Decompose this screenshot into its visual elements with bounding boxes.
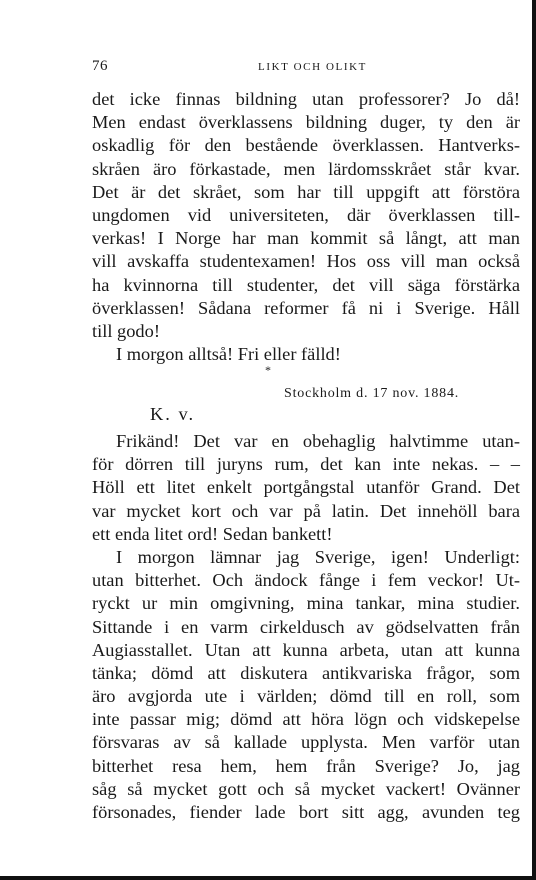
text-line: Augiasstallet. Utan att kunna arbeta, utan att kunna bbox=[92, 639, 520, 660]
text-line: var mycket kort och var på latin. Det innehöll bara bbox=[92, 500, 520, 521]
text-line: Frikänd! Det var en obehaglig halvtimme utan- bbox=[116, 431, 520, 451]
text-line: utan bitterhet. Och ändock fånge i fem veckor! Ut- bbox=[92, 570, 520, 591]
text-line: Men endast överklassens bildning duger, ty den är bbox=[92, 112, 520, 133]
text-line: äro avgjorda ute i världen; dömd till en roll, som bbox=[92, 686, 520, 707]
text-line: ett enda litet ord! Sedan bankett! bbox=[92, 523, 333, 544]
section-separator: * bbox=[265, 363, 271, 377]
text-line: verkas! I Norge har man kommit så långt, att man bbox=[92, 228, 520, 249]
text-line: skråen äro förkastade, men lärdomsskrået står kvar. bbox=[92, 158, 520, 179]
text-line: försonades, fiender lade bort sitt agg, avunden teg bbox=[92, 802, 520, 822]
text-line: Sittande i en varm cirkeldusch av gödselvatten från bbox=[92, 616, 520, 637]
body-text-section-1 bbox=[92, 88, 520, 366]
body-text-section-2 bbox=[92, 430, 520, 824]
text-line: bitterhet resa hem, hem från Sverige? Jo, jag bbox=[92, 755, 520, 776]
page-edge-right bbox=[532, 0, 536, 880]
text-line: I morgon lämnar jag Sverige, igen! Underligt: bbox=[116, 546, 520, 567]
running-title: LIKT OCH OLIKT bbox=[258, 61, 367, 73]
salutation: K. v. bbox=[150, 404, 196, 424]
text-line: överklassen! Sådana reformer få ni i Sverige. Håll bbox=[92, 297, 520, 318]
text-line: ha kvinnorna till studenter, det vill säga förstärka bbox=[92, 274, 520, 295]
text-line: det icke finnas bildning utan professorer? Jo då! bbox=[92, 89, 520, 109]
page-edge-bottom bbox=[0, 876, 536, 880]
dateline: Stockholm d. 17 nov. 1884. bbox=[284, 386, 460, 401]
text-line: I morgon alltså! Fri eller fälld! bbox=[116, 344, 341, 365]
text-line: Höll ett litet enkelt portgångstal utanför Grand. Det bbox=[92, 477, 520, 498]
text-line: vill avskaffa studentexamen! Hos oss vill man också bbox=[92, 251, 520, 272]
text-line: tänka; dömd att diskutera antikvariska frågor, som bbox=[92, 662, 520, 683]
text-line: för dörren till juryns rum, det kan inte nekas. – – bbox=[92, 454, 520, 475]
text-line: försvaras av så kallade upplysta. Men varför utan bbox=[92, 732, 520, 753]
page-number: 76 bbox=[92, 58, 108, 74]
text-line: ungdomen vid universiteten, där överklassen till- bbox=[92, 204, 520, 225]
text-line: Det är det skrået, som har till uppgift att förstöra bbox=[92, 181, 520, 202]
text-line: oskadlig för den bestående överklassen. Hantverks- bbox=[92, 135, 520, 156]
text-line: ryckt ur min omgivning, mina tankar, mina studier. bbox=[92, 593, 520, 614]
text-line: till godo! bbox=[92, 320, 160, 341]
text-line: inte passar mig; dömd att höra lögn och vidskepelse bbox=[92, 709, 520, 730]
text-line: såg så mycket gott och så mycket vackert! Ovänner bbox=[92, 778, 520, 799]
